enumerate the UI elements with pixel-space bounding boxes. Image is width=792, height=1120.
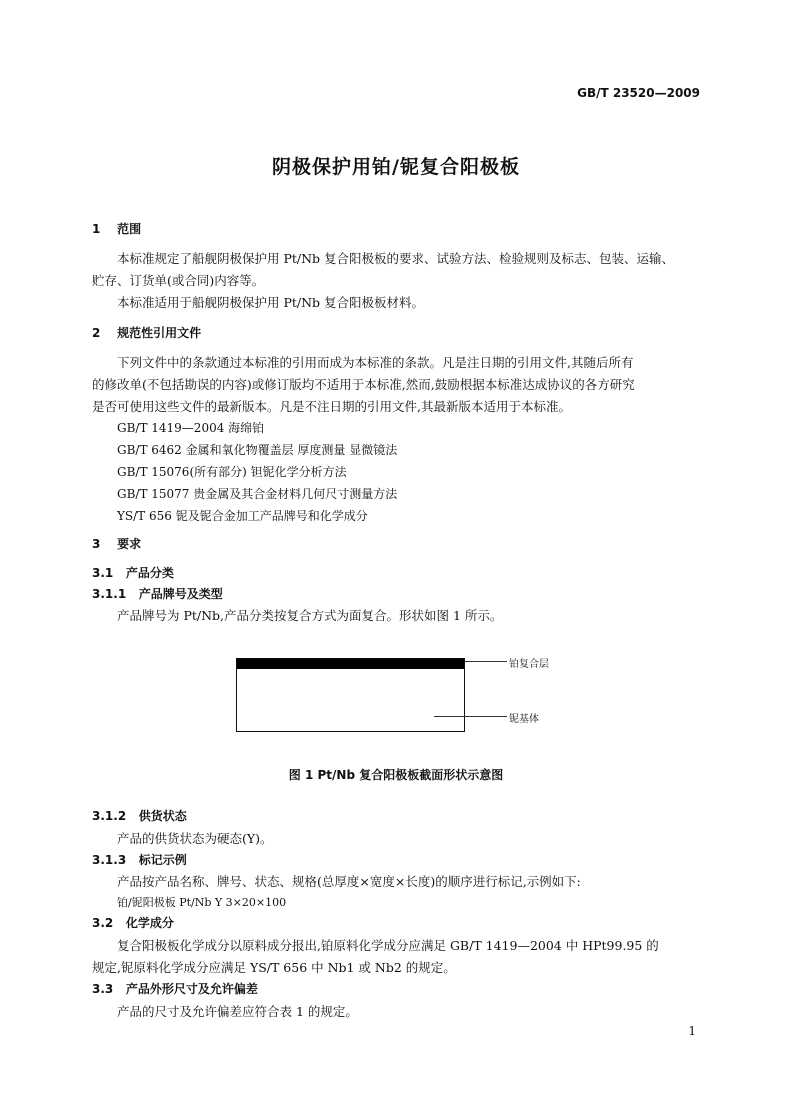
paragraph-line: 规定,铌原料化学成分应满足 YS/T 656 中 Nb1 或 Nb2 的规定。	[92, 960, 456, 975]
section-number: 3	[92, 537, 101, 551]
reference-item: GB/T 15076(所有部分) 钽铌化学分析方法	[117, 465, 347, 479]
paragraph-line: 是否可使用这些文件的最新版本。凡是不注日期的引用文件,其最新版本适用于本标准。	[92, 399, 571, 414]
leader-line	[465, 661, 507, 662]
reference-item: GB/T 15077 贵金属及其合金材料几何尺寸测量方法	[117, 487, 398, 501]
document-title: 阴极保护用铂/铌复合阳极板	[272, 156, 520, 178]
section-number: 3.1.2	[92, 809, 127, 823]
section-1-heading	[92, 220, 141, 237]
page-number: 1	[688, 1024, 696, 1038]
platinum-layer	[237, 659, 464, 669]
section-number: 3.1.1	[92, 587, 127, 601]
section-title: 规范性引用文件	[117, 326, 202, 340]
standard-code: GB/T 23520—2009	[577, 86, 700, 100]
paragraph-line: 下列文件中的条款通过本标准的引用而成为本标准的条款。凡是注日期的引用文件,其随后所有	[117, 355, 634, 370]
section-3-1-3-heading	[92, 851, 187, 868]
section-number: 2	[92, 326, 101, 340]
section-title: 标记示例	[138, 853, 187, 867]
section-title: 产品牌号及类型	[138, 587, 223, 601]
section-2-heading	[92, 324, 201, 341]
platinum-layer-label: 铂复合层	[509, 659, 549, 670]
section-3-heading	[92, 535, 141, 552]
section-title: 产品分类	[125, 566, 174, 580]
anode-cross-section	[236, 658, 465, 732]
paragraph-line: 复合阳极板化学成分以原料成分报出,铂原料化学成分应满足 GB/T 1419—2004 中 HPt99.95 的	[117, 938, 659, 953]
figure-caption: 图 1 Pt/Nb 复合阳极板截面形状示意图	[288, 768, 504, 782]
paragraph-line: 贮存、订货单(或合同)内容等。	[92, 273, 265, 288]
section-title: 化学成分	[125, 916, 174, 930]
paragraph-line: 的修改单(不包括勘误的内容)或修订版均不适用于本标准,然而,鼓励根据本标准达成协议的各方研究	[92, 377, 635, 392]
leader-line	[434, 716, 507, 717]
section-title: 产品外形尺寸及允许偏差	[125, 982, 258, 996]
section-number: 3.3	[92, 982, 114, 996]
reference-item: GB/T 6462 金属和氧化物覆盖层 厚度测量 显微镜法	[117, 443, 398, 457]
section-number: 1	[92, 222, 101, 236]
section-title: 供货状态	[138, 809, 187, 823]
paragraph-line: 本标准适用于船舰阴极保护用 Pt/Nb 复合阳极板材料。	[117, 295, 425, 310]
reference-item: YS/T 656 铌及铌合金加工产品牌号和化学成分	[117, 509, 368, 523]
paragraph-line: 产品牌号为 Pt/Nb,产品分类按复合方式为面复合。形状如图 1 所示。	[117, 608, 503, 623]
reference-item: GB/T 1419—2004 海绵铂	[117, 421, 265, 435]
paragraph-line: 产品的尺寸及允许偏差应符合表 1 的规定。	[117, 1004, 358, 1019]
section-3-3-heading	[92, 980, 258, 997]
section-number: 3.1.3	[92, 853, 127, 867]
section-3-1-1-heading	[92, 585, 223, 602]
niobium-substrate-label: 铌基体	[509, 714, 539, 725]
paragraph-line: 产品的供货状态为硬态(Y)。	[117, 831, 273, 846]
section-number: 3.1	[92, 566, 114, 580]
paragraph-line: 本标准规定了船舰阴极保护用 Pt/Nb 复合阳极板的要求、试验方法、检验规则及标志、包装、运输、	[117, 251, 675, 266]
marking-example: 铂/铌阳极板 Pt/Nb Y 3×20×100	[117, 896, 287, 909]
section-title: 范围	[117, 222, 142, 236]
section-title: 要求	[117, 537, 142, 551]
section-3-1-2-heading	[92, 807, 187, 824]
section-number: 3.2	[92, 916, 114, 930]
paragraph-line: 产品按产品名称、牌号、状态、规格(总厚度×宽度×长度)的顺序进行标记,示例如下:	[117, 874, 581, 889]
section-3-2-heading	[92, 914, 174, 931]
section-3-1-heading	[92, 564, 174, 581]
